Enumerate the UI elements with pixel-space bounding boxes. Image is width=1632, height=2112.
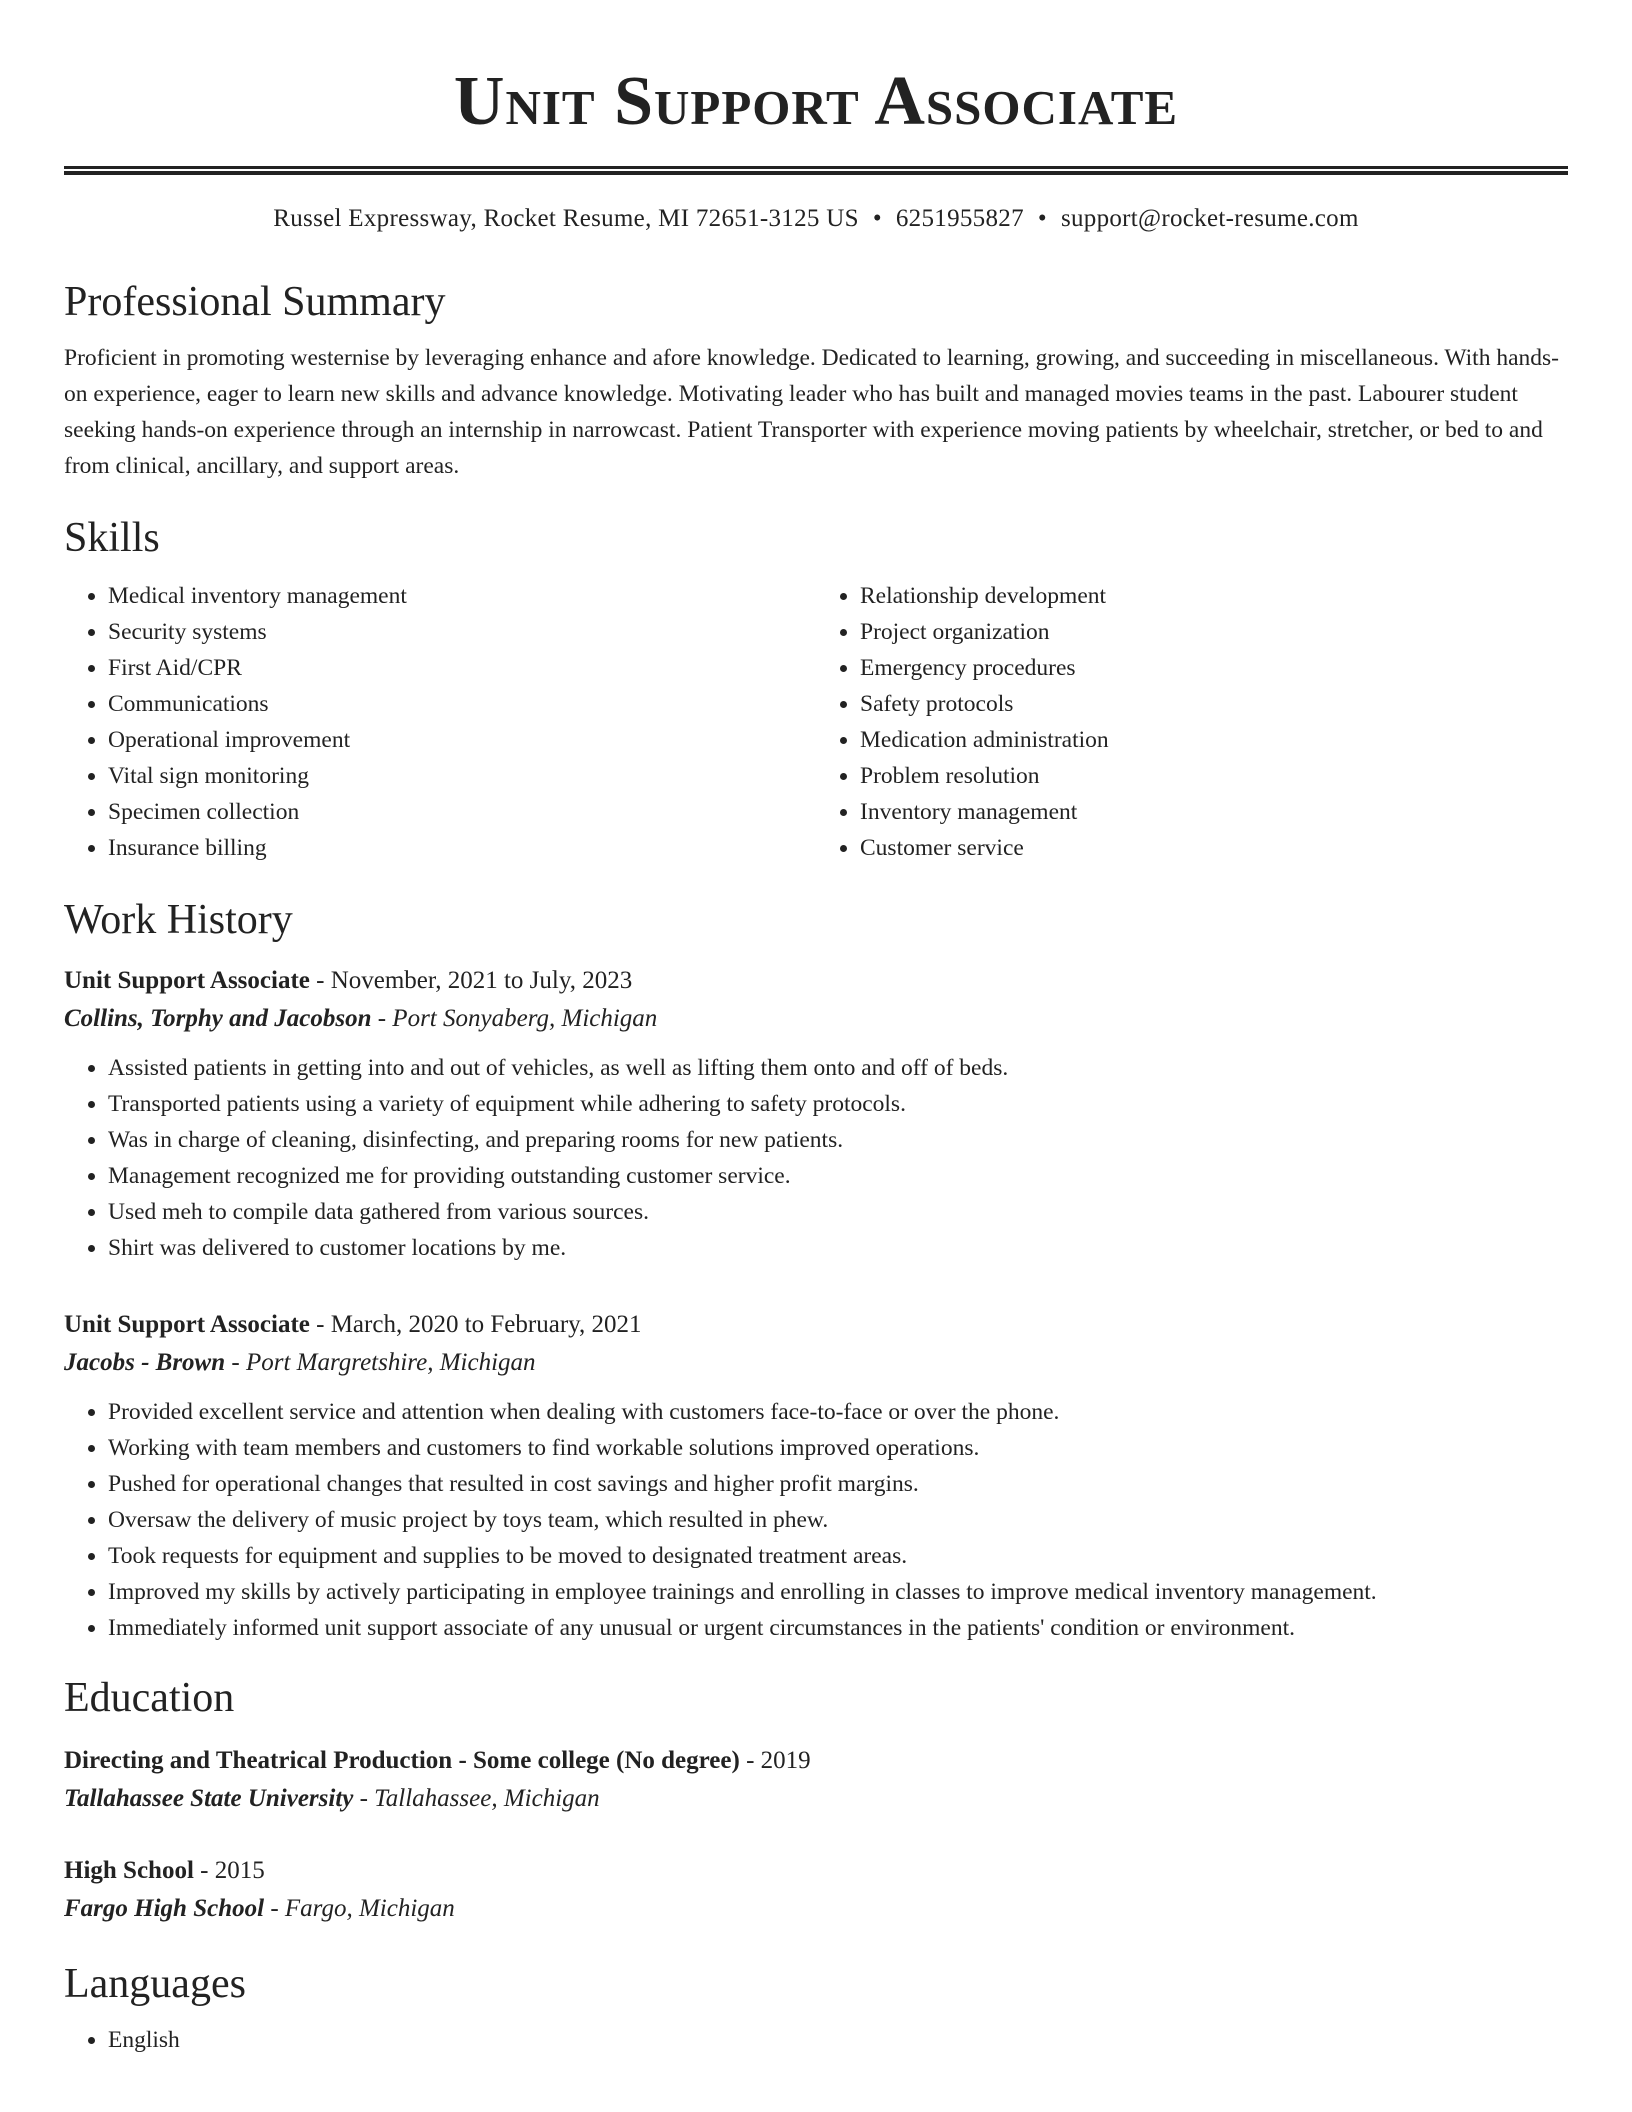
language-item: • English bbox=[108, 2022, 1568, 2058]
work-history-heading: Work History bbox=[64, 897, 293, 943]
summary-heading: Professional Summary bbox=[64, 279, 446, 325]
education-year: - 2019 bbox=[739, 1747, 811, 1774]
skill-item: • Operational improvement bbox=[108, 722, 816, 758]
title-divider bbox=[64, 166, 1568, 175]
education-school-line bbox=[64, 1890, 1568, 1928]
education-heading: Education bbox=[64, 1675, 235, 1721]
job-bullet: • Pushed for operational changes that resulted in cost savings and higher profit margins. bbox=[108, 1466, 1568, 1502]
job-company: Jacobs - Brown bbox=[64, 1349, 226, 1376]
skills-columns bbox=[64, 578, 1568, 866]
job-bullets bbox=[64, 1394, 1568, 1646]
job-bullet: • Working with team members and customers to find workable solutions improved operations. bbox=[108, 1430, 1568, 1466]
skill-item: • Customer service bbox=[860, 830, 1568, 866]
education-degree-line bbox=[64, 1852, 1568, 1890]
job-title-line bbox=[64, 962, 1568, 1000]
education-entry bbox=[64, 1742, 1568, 1818]
skills-list-right bbox=[816, 578, 1568, 866]
contact-separator: • bbox=[1037, 205, 1047, 232]
contact-email: support@rocket-resume.com bbox=[1060, 205, 1359, 232]
skill-item: • Medical inventory management bbox=[108, 578, 816, 614]
job-bullet: • Management recognized me for providing outstanding customer service. bbox=[108, 1158, 1568, 1194]
skill-item: • Vital sign monitoring bbox=[108, 758, 816, 794]
languages-list bbox=[64, 2022, 1568, 2058]
job-bullet: • Took requests for equipment and supplies to be moved to designated treatment areas. bbox=[108, 1538, 1568, 1574]
job-bullet: • Assisted patients in getting into and out of vehicles, as well as lifting them onto and off of beds. bbox=[108, 1050, 1568, 1086]
education-location: - Tallahassee, Michigan bbox=[353, 1785, 600, 1812]
job-dates: - November, 2021 to July, 2023 bbox=[309, 967, 633, 994]
job-company-line bbox=[64, 1344, 1568, 1382]
contact-phone: 6251955827 bbox=[895, 205, 1024, 232]
education-degree: Directing and Theatrical Production - Some college (No degree) bbox=[64, 1747, 740, 1774]
job-title: Unit Support Associate bbox=[64, 1311, 310, 1338]
contact-separator: • bbox=[872, 205, 882, 232]
skill-item: • Problem resolution bbox=[860, 758, 1568, 794]
job-company: Collins, Torphy and Jacobson bbox=[64, 1005, 372, 1032]
languages-heading: Languages bbox=[64, 1961, 246, 2007]
education-degree-line bbox=[64, 1742, 1568, 1780]
skill-item: • Medication administration bbox=[860, 722, 1568, 758]
education-location: - Fargo, Michigan bbox=[264, 1895, 455, 1922]
job-dates: - March, 2020 to February, 2021 bbox=[309, 1311, 642, 1338]
job-title: Unit Support Associate bbox=[64, 967, 310, 994]
job-entry bbox=[64, 962, 1568, 1266]
job-bullets bbox=[64, 1050, 1568, 1266]
education-year: - 2015 bbox=[193, 1857, 265, 1884]
skill-item: • Insurance billing bbox=[108, 830, 816, 866]
job-company-line bbox=[64, 1000, 1568, 1038]
skill-item: • Safety protocols bbox=[860, 686, 1568, 722]
skill-item: • Specimen collection bbox=[108, 794, 816, 830]
job-bullet: • Provided excellent service and attention when dealing with customers face-to-face or over the phone. bbox=[108, 1394, 1568, 1430]
job-bullet: • Shirt was delivered to customer locations by me. bbox=[108, 1230, 1568, 1266]
skill-item: • Emergency procedures bbox=[860, 650, 1568, 686]
education-school: Tallahassee State University bbox=[64, 1785, 354, 1812]
job-title-line bbox=[64, 1306, 1568, 1344]
resume-title: Unit Support Associate bbox=[453, 63, 1179, 140]
skill-item: • First Aid/CPR bbox=[108, 650, 816, 686]
job-location: - Port Margretshire, Michigan bbox=[225, 1349, 536, 1376]
skill-item: • Project organization bbox=[860, 614, 1568, 650]
job-entry bbox=[64, 1306, 1568, 1646]
contact-address: Russel Expressway, Rocket Resume, MI 72651-3125 US bbox=[273, 205, 859, 232]
education-school-line bbox=[64, 1780, 1568, 1818]
job-bullet: • Transported patients using a variety of equipment while adhering to safety protocols. bbox=[108, 1086, 1568, 1122]
job-bullet: • Used meh to compile data gathered from various sources. bbox=[108, 1194, 1568, 1230]
education-degree: High School bbox=[64, 1857, 194, 1884]
contact-line bbox=[64, 202, 1568, 236]
job-bullet: • Improved my skills by actively participating in employee trainings and enrolling in classes to improve medical inventory management. bbox=[108, 1574, 1568, 1610]
education-entry bbox=[64, 1852, 1568, 1928]
job-location: - Port Sonyaberg, Michigan bbox=[371, 1005, 658, 1032]
skills-heading: Skills bbox=[64, 515, 160, 561]
skill-item: • Relationship development bbox=[860, 578, 1568, 614]
job-bullet: • Was in charge of cleaning, disinfecting, and preparing rooms for new patients. bbox=[108, 1122, 1568, 1158]
job-bullet: • Oversaw the delivery of music project by toys team, which resulted in phew. bbox=[108, 1502, 1568, 1538]
skill-item: • Communications bbox=[108, 686, 816, 722]
resume-page bbox=[64, 0, 1568, 2058]
skill-item: • Security systems bbox=[108, 614, 816, 650]
summary-text: Proficient in promoting westernise by leveraging enhance and afore knowledge. Dedicated to learning, growing, and succeeding in miscellaneous. With hands-on experience, eager to learn new skills and advance knowledge. Motivating leader who has built and managed movies teams in the past. Labourer student seeking hands-on experience through an internship in narrowcast. Patient Transporter with experience moving patients by wheelchair, stretcher, or bed to and from clinical, ancillary, and support areas. bbox=[64, 345, 1559, 479]
skills-list-left bbox=[64, 578, 816, 866]
skill-item: • Inventory management bbox=[860, 794, 1568, 830]
education-school: Fargo High School bbox=[64, 1895, 265, 1922]
job-bullet: • Immediately informed unit support associate of any unusual or urgent circumstances in the patients' condition or environment. bbox=[108, 1610, 1568, 1646]
